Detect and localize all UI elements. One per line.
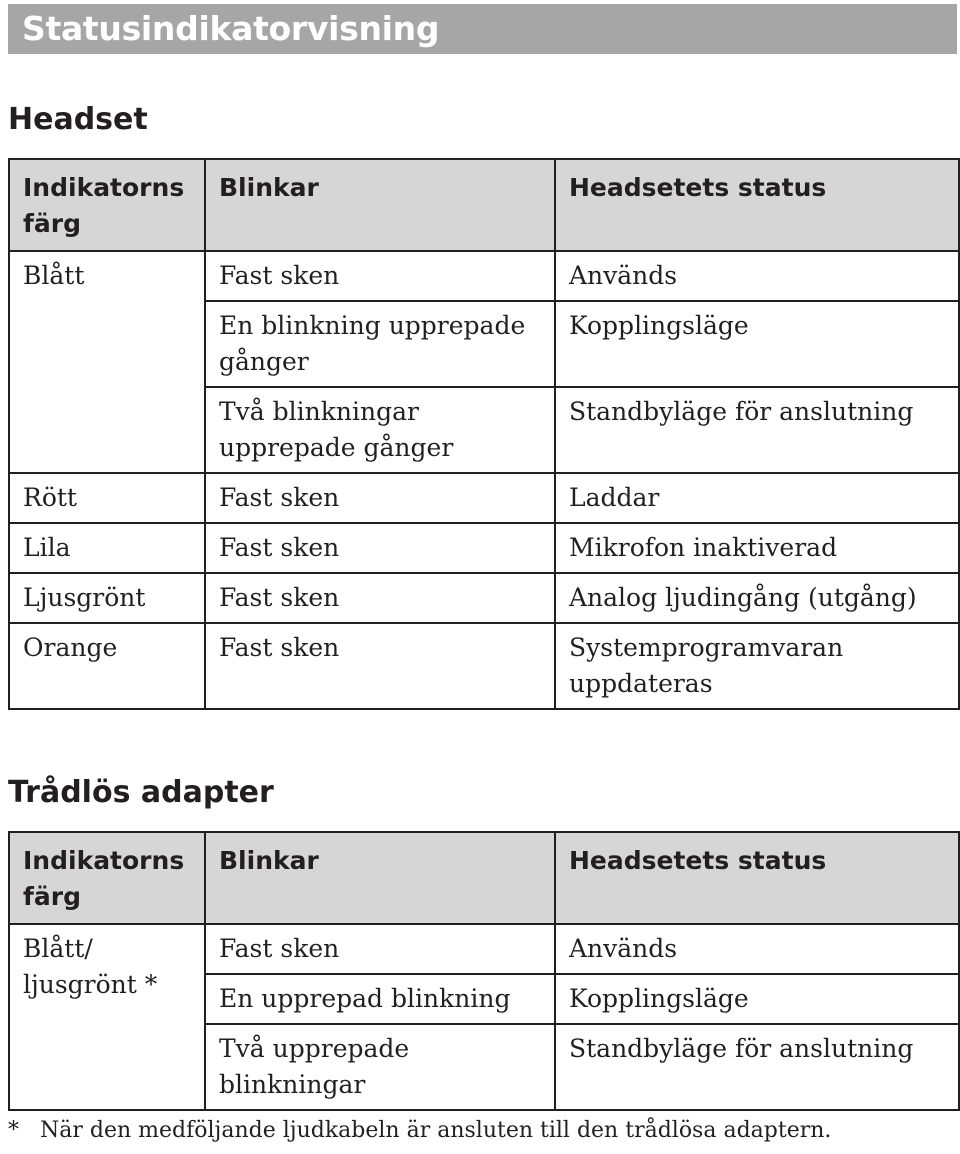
color-cell	[9, 301, 205, 387]
blink-cell: Två blinkningar upprepade gånger	[205, 387, 555, 473]
column-header-blink: Blinkar	[205, 832, 555, 924]
blink-cell: Fast sken	[205, 523, 555, 573]
column-header-color: Indikatorns färg	[9, 159, 205, 251]
status-cell: Används	[555, 924, 959, 974]
color-cell	[9, 387, 205, 473]
blink-cell: En blinkning upprepade gånger	[205, 301, 555, 387]
table-row	[9, 473, 959, 523]
headset-heading: Headset	[8, 102, 148, 137]
blink-cell: Fast sken	[205, 924, 555, 974]
color-cell: Lila	[9, 523, 205, 573]
table-row	[9, 523, 959, 573]
status-cell: Standbyläge för anslutning	[555, 387, 959, 473]
column-header-blink: Blinkar	[205, 159, 555, 251]
footnote-mark: *	[8, 1118, 19, 1143]
status-cell: Används	[555, 251, 959, 301]
footnote	[8, 1118, 831, 1143]
adapter-table	[8, 831, 960, 1111]
column-header-status: Headsetets status	[555, 159, 959, 251]
footnote-text: När den medföljande ljudkabeln är ansluten till den trådlösa adaptern.	[40, 1118, 832, 1143]
column-header-color: Indikatorns färg	[9, 832, 205, 924]
table-row	[9, 924, 959, 974]
blink-cell: Fast sken	[205, 623, 555, 709]
color-cell: Orange	[9, 623, 205, 709]
title-bar	[8, 4, 957, 54]
color-cell: Blått/ ljusgrönt *	[9, 924, 205, 1110]
color-cell: Blått	[9, 251, 205, 301]
status-cell: Kopplingsläge	[555, 974, 959, 1024]
page-title: Statusindikatorvisning	[22, 9, 440, 48]
blink-cell: Fast sken	[205, 251, 555, 301]
headset-table-header	[9, 159, 959, 251]
blink-cell: Fast sken	[205, 573, 555, 623]
blink-cell: Fast sken	[205, 473, 555, 523]
table-row	[9, 251, 959, 301]
adapter-heading: Trådlös adapter	[8, 775, 274, 810]
table-row	[9, 573, 959, 623]
blink-cell: Två upprepade blinkningar	[205, 1024, 555, 1110]
status-cell: Standbyläge för anslutning	[555, 1024, 959, 1110]
headset-table	[8, 158, 960, 710]
table-row	[9, 387, 959, 473]
status-cell: Laddar	[555, 473, 959, 523]
adapter-table-header	[9, 832, 959, 924]
color-cell: Ljusgrönt	[9, 573, 205, 623]
status-cell: Mikrofon inaktiverad	[555, 523, 959, 573]
column-header-status: Headsetets status	[555, 832, 959, 924]
status-cell: Analog ljudingång (utgång)	[555, 573, 959, 623]
status-cell: Kopplingsläge	[555, 301, 959, 387]
color-cell: Rött	[9, 473, 205, 523]
status-cell: Systemprogramvaran uppdateras	[555, 623, 959, 709]
table-row	[9, 301, 959, 387]
blink-cell: En upprepad blinkning	[205, 974, 555, 1024]
table-row	[9, 623, 959, 709]
